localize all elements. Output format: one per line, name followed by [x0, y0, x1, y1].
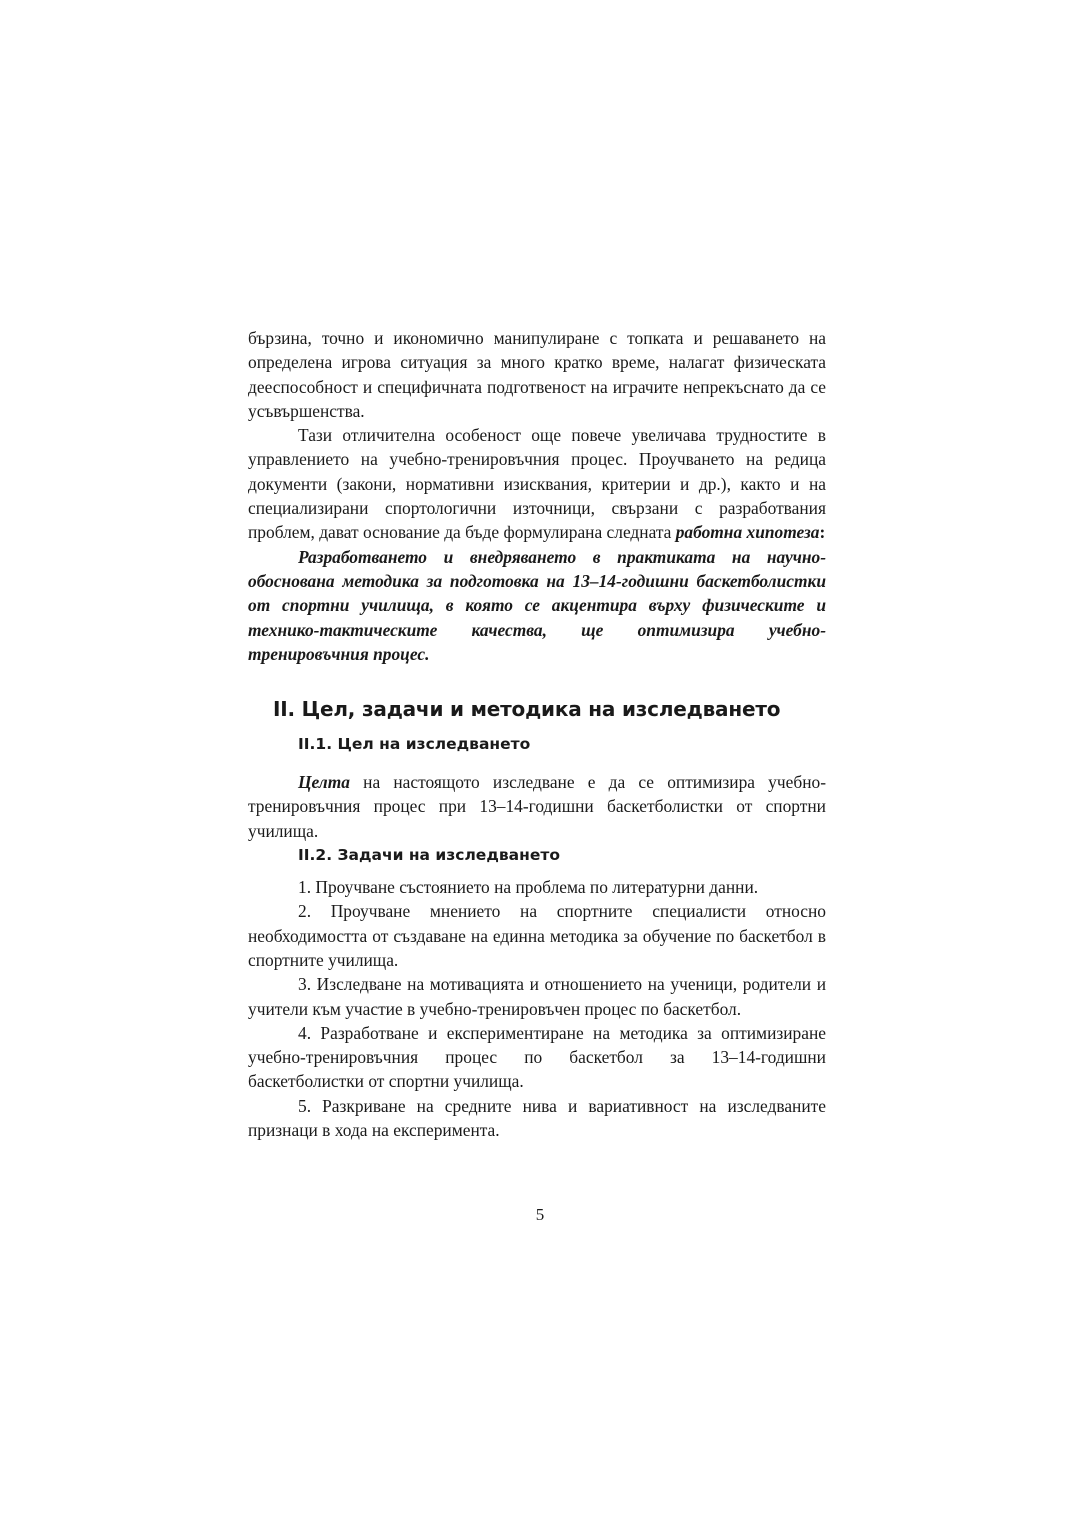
goal-lead: Целта [298, 772, 350, 793]
hypothesis-statement: Разработването и внедряването в практиката на научно-обоснована методика за подготовка на 13–14-годишни баскетболистки от спортни училища, в която се акцентира върху физическите и технико-тактическите качества, ще оптимизира учебно-тренировъчния процес. [248, 546, 826, 664]
task-item: 3. Изследване на мотивацията и отношението на ученици, родители и учители към участие в учебно-тренировъчен процес по баскетбол. [248, 974, 826, 1019]
section-heading: II. Цел, задачи и методика на изследването [273, 697, 781, 722]
task-item: 2. Проучване мнението на спортните специалисти относно необходимостта от създаване на единна методика за обучение по баскетбол в спортните училища. [248, 901, 826, 970]
task-item: 5. Разкриване на средните нива и вариативност на изследваните признаци в хода на експеримента. [248, 1095, 826, 1141]
task-item: 1. Проучване състоянието на проблема по литературни данни. [298, 877, 759, 898]
emphasis-working-hypothesis: работна хипотеза [675, 522, 820, 543]
paragraph-continuation: бързина, точно и икономично манипулиране с топката и решаването на определена игрова ситуация за много кратко време, налагат физическата дееспособност и специфичната подготвеност на играчите непрекъснато да се усъвършенства. [248, 328, 826, 421]
document-body [248, 326, 826, 1142]
paragraph-text: Тази отличителна особеност още повече увеличава трудностите в управлението на учебно-тренировъчния процес. Проучването на редица документи (закони, нормативни изисквания, критерии и др.), както и на специализирани спортологични източници, свързани с разработвания проблем, дават основание да бъде формулирана следната [248, 425, 826, 543]
subsection-heading-tasks: II.2. Задачи на изследването [298, 846, 560, 865]
task-item: 4. Разработване и експериментиране на методика за оптимизиране учебно-тренировъчния процес по баскетбол за 13–14-годишни баскетболистки от спортни училища. [248, 1022, 826, 1092]
goal-paragraph [248, 770, 826, 843]
colon: : [819, 522, 826, 543]
subsection-heading-goal: II.1. Цел на изследването [298, 735, 531, 754]
paragraph-hypothesis-intro [248, 423, 826, 544]
goal-text: на настоящото изследване е да се оптимизира учебно-тренировъчния процес при 13–14-годишни баскетболистки от спортни училища. [248, 772, 826, 841]
page-number: 5 [535, 1205, 545, 1224]
